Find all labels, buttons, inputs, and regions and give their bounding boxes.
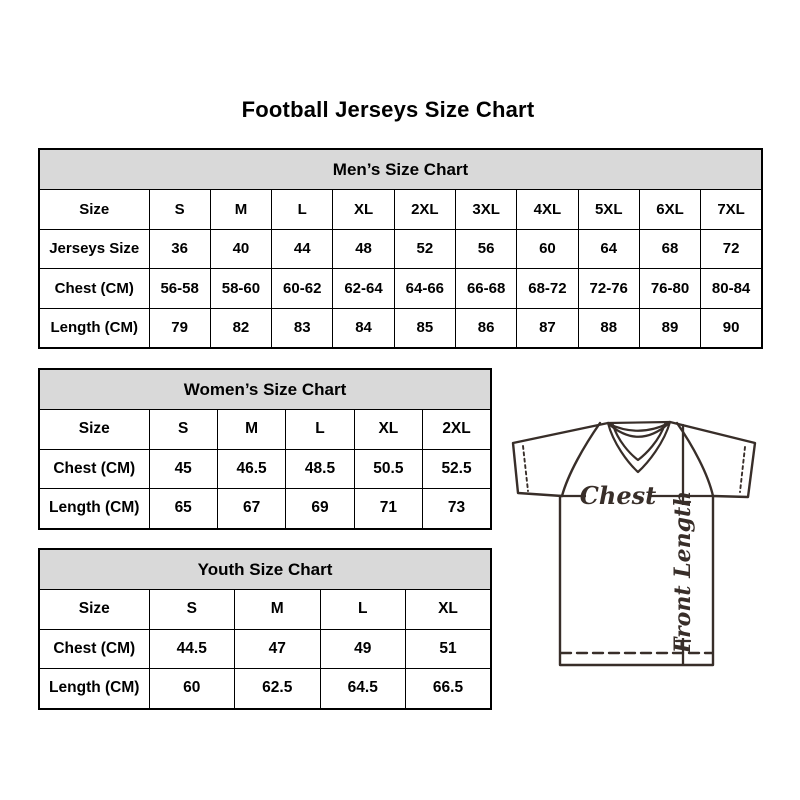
value-cell: XL xyxy=(354,410,422,450)
value-cell: 82 xyxy=(210,308,271,348)
cuff-dash-right xyxy=(740,447,745,492)
jersey-measurement-diagram-icon xyxy=(500,410,780,675)
table-row xyxy=(39,629,491,669)
value-cell: 40 xyxy=(210,229,271,269)
value-cell: 56-58 xyxy=(149,269,210,309)
value-cell: 65 xyxy=(149,489,217,529)
row-label-cell: Size xyxy=(39,590,149,630)
row-label-cell: Length (CM) xyxy=(39,308,149,348)
table-row xyxy=(39,489,491,529)
table-row xyxy=(39,449,491,489)
value-cell: M xyxy=(210,190,271,230)
value-cell: 50.5 xyxy=(354,449,422,489)
row-label-cell: Size xyxy=(39,410,149,450)
value-cell: 69 xyxy=(286,489,354,529)
value-cell: 47 xyxy=(235,629,321,669)
value-cell: 60 xyxy=(517,229,578,269)
table-header-row xyxy=(39,149,762,190)
value-cell: 64.5 xyxy=(320,669,406,709)
value-cell: 45 xyxy=(149,449,217,489)
value-cell: 60 xyxy=(149,669,235,709)
value-cell: L xyxy=(272,190,333,230)
value-cell: 44.5 xyxy=(149,629,235,669)
chest-label: Chest xyxy=(579,481,657,510)
row-label-cell: Length (CM) xyxy=(39,489,149,529)
table-header-row xyxy=(39,549,491,590)
row-label-cell: Jerseys Size xyxy=(39,229,149,269)
value-cell: 87 xyxy=(517,308,578,348)
value-cell: 83 xyxy=(272,308,333,348)
value-cell: 66.5 xyxy=(406,669,492,709)
table-row xyxy=(39,269,762,309)
value-cell: XL xyxy=(333,190,394,230)
value-cell: S xyxy=(149,590,235,630)
value-cell: 62-64 xyxy=(333,269,394,309)
value-cell: 49 xyxy=(320,629,406,669)
value-cell: 48.5 xyxy=(286,449,354,489)
table-header: Women’s Size Chart xyxy=(39,369,491,410)
value-cell: L xyxy=(286,410,354,450)
value-cell: 72-76 xyxy=(578,269,639,309)
value-cell: XL xyxy=(406,590,492,630)
table-header: Men’s Size Chart xyxy=(39,149,762,190)
table-row xyxy=(39,308,762,348)
value-cell: 52 xyxy=(394,229,455,269)
front-length-label: Front Length xyxy=(670,490,696,654)
value-cell: 52.5 xyxy=(423,449,491,489)
value-cell: 60-62 xyxy=(272,269,333,309)
value-cell: 5XL xyxy=(578,190,639,230)
table-row xyxy=(39,190,762,230)
row-label-cell: Length (CM) xyxy=(39,669,149,709)
value-cell: 2XL xyxy=(423,410,491,450)
value-cell: 85 xyxy=(394,308,455,348)
table-row xyxy=(39,410,491,450)
mens-size-table xyxy=(38,148,763,349)
value-cell: 7XL xyxy=(701,190,762,230)
row-label-cell: Chest (CM) xyxy=(39,269,149,309)
table-row xyxy=(39,669,491,709)
value-cell: 84 xyxy=(333,308,394,348)
row-label-cell: Chest (CM) xyxy=(39,449,149,489)
value-cell: 89 xyxy=(639,308,700,348)
value-cell: 6XL xyxy=(639,190,700,230)
row-label-cell: Chest (CM) xyxy=(39,629,149,669)
value-cell: 36 xyxy=(149,229,210,269)
value-cell: 64 xyxy=(578,229,639,269)
jersey-outline xyxy=(513,422,755,665)
value-cell: S xyxy=(149,190,210,230)
table-header-row xyxy=(39,369,491,410)
value-cell: M xyxy=(235,590,321,630)
value-cell: 48 xyxy=(333,229,394,269)
value-cell: 88 xyxy=(578,308,639,348)
value-cell: 86 xyxy=(455,308,516,348)
value-cell: 68-72 xyxy=(517,269,578,309)
value-cell: 80-84 xyxy=(701,269,762,309)
womens-size-table xyxy=(38,368,492,530)
value-cell: 56 xyxy=(455,229,516,269)
table-row xyxy=(39,229,762,269)
cuff-dash-left xyxy=(523,446,528,491)
value-cell: 4XL xyxy=(517,190,578,230)
value-cell: 64-66 xyxy=(394,269,455,309)
value-cell: 66-68 xyxy=(455,269,516,309)
value-cell: 44 xyxy=(272,229,333,269)
value-cell: 3XL xyxy=(455,190,516,230)
value-cell: 79 xyxy=(149,308,210,348)
value-cell: 76-80 xyxy=(639,269,700,309)
row-label-cell: Size xyxy=(39,190,149,230)
jersey-collar xyxy=(608,422,670,472)
value-cell: M xyxy=(217,410,285,450)
value-cell: 90 xyxy=(701,308,762,348)
value-cell: 68 xyxy=(639,229,700,269)
value-cell: 2XL xyxy=(394,190,455,230)
value-cell: 73 xyxy=(423,489,491,529)
value-cell: S xyxy=(149,410,217,450)
table-header: Youth Size Chart xyxy=(39,549,491,590)
value-cell: 58-60 xyxy=(210,269,271,309)
youth-size-table xyxy=(38,548,492,710)
value-cell: 71 xyxy=(354,489,422,529)
page-title: Football Jerseys Size Chart xyxy=(241,97,535,122)
value-cell: 67 xyxy=(217,489,285,529)
value-cell: 62.5 xyxy=(235,669,321,709)
value-cell: 46.5 xyxy=(217,449,285,489)
value-cell: L xyxy=(320,590,406,630)
value-cell: 72 xyxy=(701,229,762,269)
value-cell: 51 xyxy=(406,629,492,669)
table-row xyxy=(39,590,491,630)
